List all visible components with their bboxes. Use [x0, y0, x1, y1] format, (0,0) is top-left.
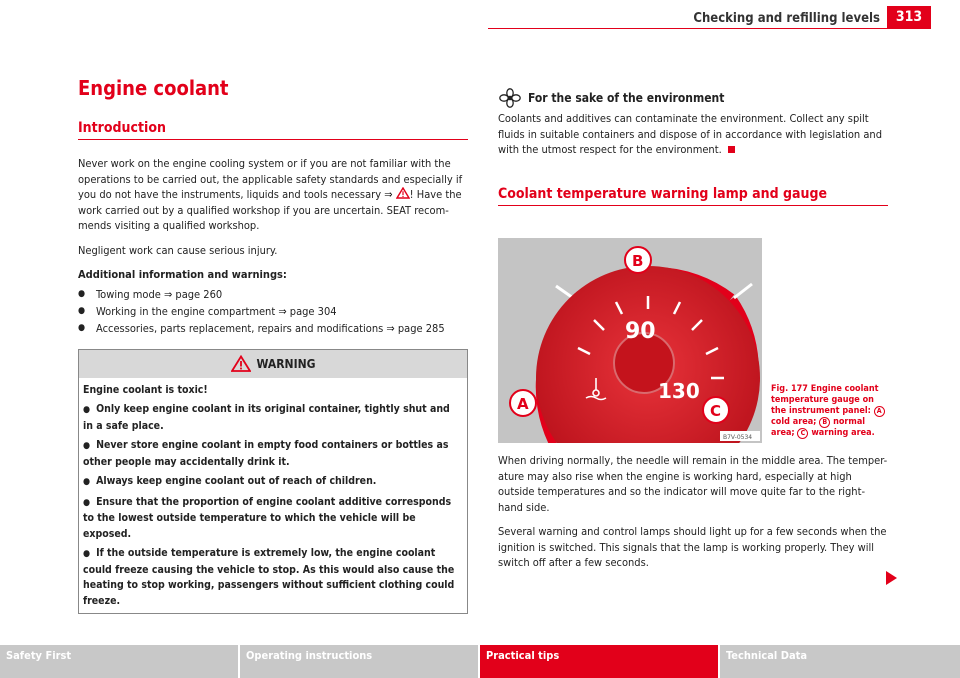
footer-tab-technical-data[interactable]: Technical Data [726, 649, 808, 662]
warning-lead: Engine coolant is toxic! [83, 383, 208, 396]
reference-list [78, 286, 468, 337]
coolant-gauge-illustration [498, 238, 762, 443]
warning-box [78, 349, 468, 615]
normal-driving-paragraph: When driving normally, the needle will remain in the middle area. The temper-ature may also rise when the engine is working hard, especially at high outside temperatures and so the indicator will move quite far to the right-hand side. [498, 454, 888, 514]
intro-text-after: ! Have the work carried out by a qualified workshop if you are uncertain. SEAT recom-mends visiting a qualified workshop. [78, 188, 462, 232]
section-title: Engine coolant [78, 76, 229, 100]
end-of-section-marker [728, 146, 735, 153]
image-code: B7V-0534 [723, 434, 753, 441]
coolant-gauge-figure [498, 238, 762, 443]
left-column [78, 76, 468, 614]
callout-a-badge: A [874, 406, 885, 417]
warning-item: ● Only keep engine coolant in its original container, tightly shut and in a safe place. [83, 403, 450, 432]
reference-item-accessories[interactable]: ● Accessories, parts replacement, repairs and modifications ⇒ page 285 [78, 320, 468, 337]
warning-header [79, 350, 467, 378]
reference-item-engine-compartment[interactable]: ● Working in the engine compartment ⇒ page 304 [78, 303, 468, 320]
page-number: 313 [887, 6, 931, 28]
warning-item: ● Ensure that the proportion of engine coolant additive corresponds to the lowest outside temperature to which the vehicle will be exposed. [83, 495, 452, 540]
gauge-section-title: Coolant temperature warning lamp and gauge [498, 186, 888, 206]
flower-environment-icon [498, 88, 522, 108]
gauge-value-90: 90 [625, 319, 656, 344]
reference-item-towing[interactable]: ● Towing mode ⇒ page 260 [78, 286, 468, 303]
warning-item: ● If the outside temperature is extremely low, the engine coolant could freeze causing the vehicle to stop. As this would also cause the heating to stop working, passengers without sufficient clothing could freeze. [83, 547, 455, 607]
footer-tab-practical-tips[interactable]: Practical tips [480, 645, 720, 678]
figure-caption: Fig. 177 Engine coolant temperature gauge on the instrument panel: A cold area; B normal area; C warning area. [771, 384, 889, 439]
warning-triangle-icon[interactable] [396, 187, 410, 199]
gauge-value-130: 130 [658, 379, 700, 403]
subsection-title: Introduction [78, 120, 468, 140]
warning-title: WARNING [256, 356, 316, 371]
callout-c: C [710, 402, 722, 420]
next-page-arrow-icon[interactable] [886, 571, 897, 585]
callout-a: A [517, 395, 529, 413]
right-column [498, 88, 888, 222]
callout-c-badge: C [797, 428, 808, 439]
running-header-title: Checking and refilling levels [693, 11, 880, 26]
footer-tab-safety-first[interactable]: Safety First [0, 645, 240, 678]
lamp-test-paragraph: Several warning and control lamps should light up for a few seconds when the ignition is switched. This signals that the lamp is working properly. They will switch off after a few seconds. [498, 525, 887, 569]
injury-paragraph: Negligent work can cause serious injury. [78, 243, 278, 257]
header-rule [488, 28, 931, 29]
callout-b-badge: B [819, 417, 830, 428]
warning-item: ● Always keep engine coolant out of reach of children. [83, 475, 377, 487]
warning-triangle-icon [231, 355, 251, 372]
environment-title: For the sake of the environment [528, 91, 725, 105]
intro-text-before: Never work on the engine cooling system or if you are not familiar with the operations to be carried out, the applicable safety standards and especially if you do not have the instruments, liquids and tools necessary ⇒ [78, 157, 463, 201]
warning-item: ● Never store engine coolant in empty food containers or bottles as other people may accidentally drink it. [83, 439, 449, 468]
intro-paragraph [78, 156, 468, 234]
footer-nav [0, 645, 960, 678]
warning-body [79, 378, 467, 614]
additional-info-heading: Additional information and warnings: [78, 268, 287, 281]
callout-b: B [632, 252, 644, 270]
environment-text: Coolants and additives can contaminate the environment. Collect any spilt fluids in suitable containers and dispose of in accordance with legislation and with the utmost respect for the environment. [498, 112, 882, 156]
right-column-lower [498, 453, 888, 580]
environment-heading [498, 88, 888, 108]
footer-tab-operating-instructions[interactable]: Operating instructions [240, 645, 480, 678]
